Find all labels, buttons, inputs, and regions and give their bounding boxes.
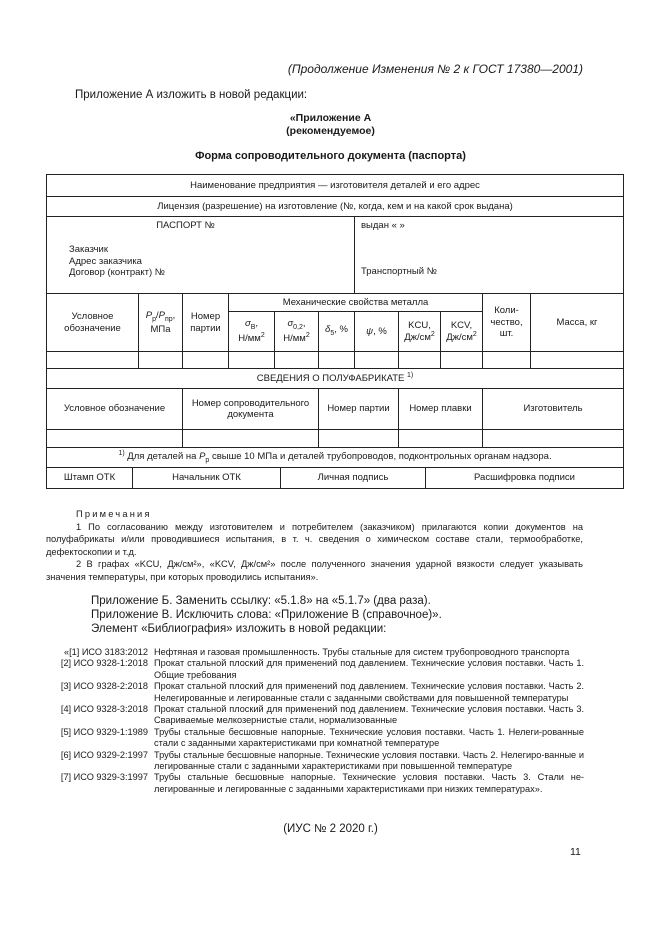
stamp-otk: Штамп ОТК — [47, 468, 133, 488]
change-line-1: Приложение Б. Заменить ссылку: «5.1.8» на «5.1.7» (два раза). — [91, 595, 431, 607]
bib-entry: [4] ИСО 9328-3:2018 Прокат стальной плоский для применений под давлением. Технические условия поставки. Часть 3. Свариваемые мелкозернистые стали, нормализованные — [60, 704, 584, 726]
bib-entry: [5] ИСО 9329-1:1989 Трубы стальные бесшовные напорные. Технические условия поставки. Часть 1. Нелеги-рованные стали с заданными характеристиками при комнатной температуре — [60, 726, 584, 749]
signature-decoding: Расшифровка подписи — [474, 472, 575, 484]
bib-entry: [3] ИСО 9328-2:2018 Прокат стальной плоский для применений под давлением. Технические условия поставки. Часть 2. Нелегированные и легированные стали с заданными свойствами для повышенной температуры — [60, 681, 584, 703]
change-line-3: Элемент «Библиография» изложить в новой редакции: — [91, 623, 387, 635]
unit-percent: , % — [334, 324, 348, 336]
note-1: 1 По согласованию между изготовителем и потребителем (заказчиком) прилагаются копии документов на полуфабрикаты и/или проводившиеся испытания, в т. ч. сведения о химическом составе стали, термообработке, дефектоскопии и т.д. — [46, 521, 583, 557]
footnote-marker: 1) — [118, 449, 125, 457]
semi-batch: Номер партии — [319, 389, 399, 430]
note-2: 2 В графах «KCU, Дж/см²», «KCV, Дж/см²» после полученного значения ударной вязкости следует указывать значения температуры, при которых проводились испытания». — [46, 559, 583, 582]
header-quantity: Коли-чество, шт. — [483, 294, 531, 352]
footnote-cell: $^{1)}$ Для деталей на $P_р$ свыше 10 МПа и деталей трубопроводов, подконтрольных органам надзора. — [47, 448, 624, 468]
table-row — [47, 448, 624, 468]
contract-label: Договор (контракт) № — [69, 267, 165, 279]
table-row — [47, 468, 624, 489]
unit-j-cm2: Дж/см — [446, 332, 473, 344]
header-psi: ψ, % — [355, 312, 399, 352]
header-designation: Условное обозначение — [47, 294, 139, 352]
bib-entry: «[1] ИСО 3183:2012 Нефтяная и газовая промышленность. Трубы стальные для систем трубопроводного транспорта — [63, 647, 570, 657]
license-cell: Лицензия (разрешение) на изготовление (№, когда, кем и на какой срок выдана) — [47, 197, 624, 217]
personal-signature: Личная подпись — [281, 468, 426, 488]
footnote-marker: 1) — [407, 372, 414, 380]
customer-address-label: Адрес заказчика — [69, 255, 142, 267]
passport-form-table — [46, 174, 624, 489]
semi-product-title: СВЕДЕНИЯ О ПОЛУФАБРИКАТЕ $^{1)}$ — [47, 369, 624, 389]
header-kcv: KCV, $Дж/см^2$ — [441, 312, 483, 352]
header-sigma-b: $\sigma_В$, $Н/мм^2$ — [229, 312, 275, 352]
signature-row — [47, 468, 624, 489]
notes-title: Примечания — [76, 509, 152, 519]
bib-entry: [6] ИСО 9329-2:1997 Трубы стальные бесшовные напорные. Технические условия поставки. Часть 2. Нелегиро-ванные и легированные стали с заданными характеристиками при повышенной температуре — [60, 749, 584, 772]
pressure-unit: МПа — [150, 323, 171, 335]
manufacturer-cell: Наименование предприятия — изготовителя деталей и его адрес — [47, 175, 624, 197]
appendix-title: «Приложение А — [289, 112, 372, 124]
passport-cell — [47, 217, 355, 294]
bibliography-table — [18, 647, 584, 795]
passport-number-label: ПАСПОРТ № — [156, 220, 215, 231]
table-row — [47, 294, 624, 312]
table-row — [47, 197, 624, 217]
notes-block — [46, 508, 583, 584]
header-sigma-02: $\sigma_{0,2}$, $Н/мм^2$ — [275, 312, 319, 352]
unit-percent: , % — [373, 325, 387, 337]
header-pressure: $P_р/P_{пр}$, МПа — [139, 294, 183, 352]
semi-maker: Изготовитель — [483, 389, 624, 430]
page-number: 11 — [570, 846, 581, 858]
ius-reference: (ИУС № 2 2020 г.) — [283, 823, 378, 835]
appendix-subtitle: (рекомендуемое) — [286, 125, 375, 137]
unit-n-mm2: Н/мм — [283, 333, 306, 345]
transport-label: Транспортный № — [361, 266, 437, 278]
header-delta5: $\delta_5$, % — [319, 312, 355, 352]
table-row — [47, 352, 624, 369]
issued-to-label: выдан « » — [361, 220, 405, 231]
continuation-header: (Продолжение Изменения № 2 к ГОСТ 17380—2001) — [287, 62, 583, 76]
kcu-label: KCU, — [408, 319, 431, 331]
table-row — [47, 389, 624, 430]
head-otk: Начальник ОТК — [133, 468, 281, 488]
intro-text: Приложение А изложить в новой редакции: — [75, 89, 308, 101]
table-row — [47, 175, 624, 197]
unit-j-cm2: Дж/см — [404, 332, 431, 344]
semi-heat: Номер плавки — [399, 389, 483, 430]
form-title: Форма сопроводительного документа (паспорта) — [195, 150, 466, 162]
semi-designation: Условное обозначение — [47, 389, 183, 430]
bib-entry: [7] ИСО 9329-3:1997 Трубы стальные бесшовные напорные. Технические условия поставки. Часть 3. Стали не-легированные и легированные с заданными характеристиками при низких температурах». — [60, 772, 584, 794]
table-row — [47, 430, 624, 448]
table-row — [47, 369, 624, 389]
table-row — [47, 217, 624, 294]
unit-n-mm2: Н/мм — [238, 333, 261, 345]
header-batch: Номер партии — [183, 294, 229, 352]
change-line-2: Приложение В. Исключить слова: «Приложение В (справочное)». — [91, 609, 442, 621]
header-kcu: KCU, $Дж/см^2$ — [399, 312, 441, 352]
customer-label: Заказчик — [69, 244, 109, 256]
bib-entry: [2] ИСО 9328-1:2018 Прокат стальной плоский для применений под давлением. Технические условия поставки. Часть 1. Общие требования — [60, 658, 584, 680]
semi-doc-number: Номер сопроводительного документа — [183, 389, 319, 430]
header-mech-props: Механические свойства металла — [229, 294, 483, 312]
header-mass: Масса, кг — [531, 294, 624, 352]
kcv-label: KCV, — [450, 319, 473, 331]
issued-cell — [355, 217, 624, 294]
